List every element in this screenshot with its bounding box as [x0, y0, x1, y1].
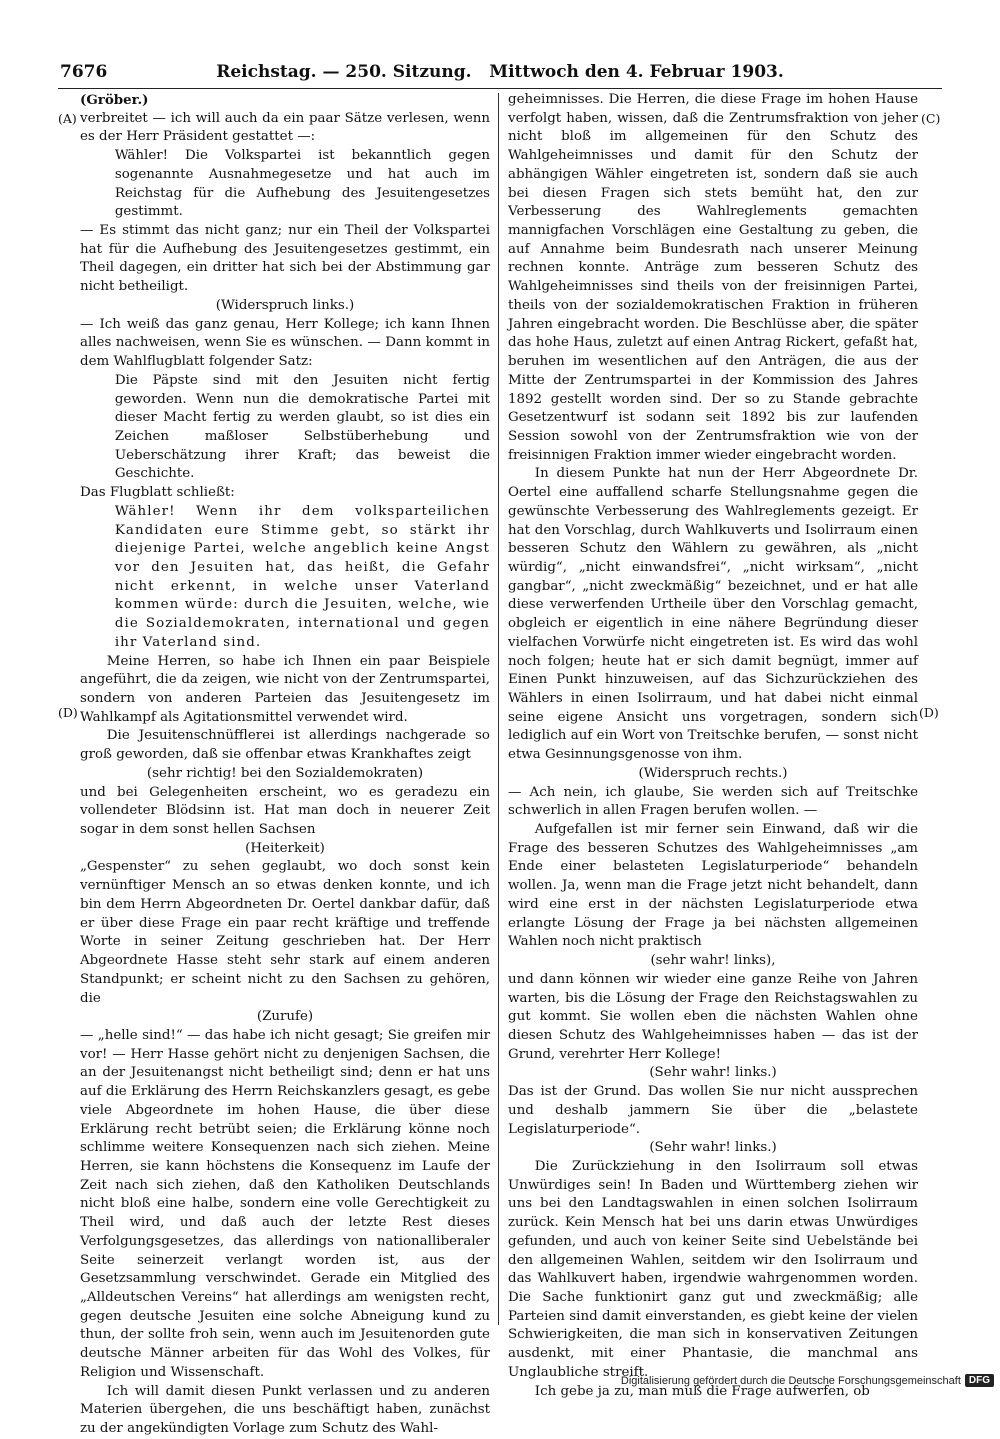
page-number: 7676 [60, 62, 108, 82]
interjection: (Sehr wahr! links.) [649, 1140, 777, 1156]
column-divider [498, 93, 499, 1325]
paragraph: Die Zurückziehung in den Isolirraum soll etwas Unwürdiges sein! In Baden und Württemberg ziehen wir uns bei den Landtagswahlen in einen solchen Isolirraum zurück. Kein Mensch hat bei uns darin etwas Unwürdiges gefunden, und auch von keiner Seite sind Uebelstände bei den allgemeinen Wahlen, seitdem wir den Isolirraum und das Wahlkuvert haben, irgendwie wahrgenommen worden. Die Sache funktionirt ganz gut und zweckmäßig; alle Parteien sind damit einverstanden, es giebt keine der vielen Schwierigkeiten, die man sich in konservativen Zeitungen ausdenkt, mit einer Phantasie, die manchmal ans Unglaubliche streift. [508, 1158, 918, 1380]
paragraph: Ich gebe ja zu, man muß die Frage aufwerfen, ob [534, 1383, 870, 1399]
interjection: (Zurufe) [256, 1009, 314, 1025]
interjection: (Heiterkeit) [245, 840, 325, 856]
quoted-text: Die Päpste sind mit den Jesuiten nicht fertig geworden. Wenn nun die demokratische Partei mit dieser Macht fertig zu werden glaubt, so ist dies ein Zeichen maßloser Selbstüberhebung und Ueberschätzung ihrer Kraft; das beweist die Geschichte. [114, 372, 490, 482]
paragraph: In diesem Punkte hat nun der Herr Abgeordnete Dr. Oertel eine auffallend scharfe Stellungsnahme gegen die gewünschte Verbesserung des Wahlreglements gezeigt. Er hat den Vorschlag, durch Wahlkuverts und Isolirraum einen besseren Schutz den Wählern zu gewähren, als „nicht würdig“, „nicht einwandsfrei“, „nicht wirksam“, „nicht gangbar“, „nicht zweckmäßig“ bezeichnet, und er hat alle diese verwerfenden Urtheile über den Vorschlag gemacht, obgleich er eigentlich in eine nähere Begründung dieser vielfachen Vorwürfe nicht eingetreten ist. Es wird das wohl noch folgen; heute hat er sich damit begnügt, immer auf Einen Punkt hinzuweisen, auf das Sichzurückziehen des Wählers in einen Isolirraum, und hat dabei nicht einmal seine eigene Ansicht uns vorgetragen, sondern sich lediglich auf ein Wort von Treitschke berufen, — sonst nicht etwa Gesinnungsgenosse von ihm. [508, 466, 918, 763]
quoted-text: Wähler! Wenn ihr dem volksparteilichen Kandidaten eure Stimme gebt, so stärkt ihr diejenige Partei, welche angeblich keine Angst vor den Jesuiten hat, das heißt, die Gefahr nicht erkennt, in welche unser Vaterland kommen würde: durch die Jesuiten, welche, wie die Sozialdemokraten, international und gegen ihr Vaterland sind. [114, 503, 490, 650]
interjection: (sehr wahr! links), [650, 953, 776, 969]
paragraph: — Es stimmt das nicht ganz; nur ein Theil der Volkspartei hat für die Aufhebung des Jesuitengesetzes gestimmt, ein Theil dagegen, ein dritter hat sich bei der Abstimmung gar nicht betheiligt. [80, 223, 490, 295]
paragraph: und dann können wir wieder eine ganze Reihe von Jahren warten, bis die Lösung der Frage den Reichstagswahlen zu gut kommt. Sie wollen eben die nächsten Wahlen ohne diesen Schutz des Wahlgeheimnisses haben — das ist der Grund, verehrter Herr Kollege! [508, 971, 918, 1062]
margin-sigle-a: (A) [58, 111, 77, 126]
running-head: Reichstag. — 250. Sitzung. Mittwoch den 4. Februar 1903. [216, 62, 784, 82]
left-column [80, 91, 490, 1439]
quoted-text: Wähler! Die Volkspartei ist bekanntlich gegen sogenannte Ausnahmegesetze und hat auch im Reichstag für die Aufhebung des Jesuitengesetzes gestimmt. [114, 148, 490, 220]
paragraph: Die Jesuitenschnüfflerei ist allerdings nachgerade so groß geworden, daß sie offenbar etwas Krankhaftes zeigt [80, 728, 490, 763]
margin-sigle-d-left: (D) [58, 705, 78, 720]
page-header [60, 62, 940, 86]
paragraph: — Ach nein, ich glaube, Sie werden sich auf Treitschke schwerlich in allen Fragen berufen wollen. — [508, 784, 918, 819]
paragraph: Das Flugblatt schließt: [80, 485, 235, 501]
interjection: (Widerspruch rechts.) [638, 765, 788, 781]
margin-sigle-c: (C) [921, 111, 941, 126]
interjection: (Widerspruch links.) [215, 297, 355, 313]
paragraph: Aufgefallen ist mir ferner sein Einwand, daß wir die Frage des besseren Schutzes des Wahlgeheimnisses „am Ende einer belasteten Legislaturperiode“ behandeln wollen. Ja, wenn man die Frage jetzt nicht behandelt, dann wird eine erst in der nächsten Legislaturperiode etwa erlangte Lösung der Frage ja bei nächsten allgemeinen Wahlen noch nicht praktisch [508, 822, 918, 950]
paragraph: — „helle sind!“ — das habe ich nicht gesagt; Sie greifen mir vor! — Herr Hasse gehört nicht zu denjenigen Sachsen, die an der Jesuitenangst nicht betheiligt sind; denn er hat uns auf die Erklärung des Herrn Reichskanzlers gesagt, es gebe viele Abgeordnete im hohen Hause, die über diese Erklärung recht betrübt seien; die Erklärung könne noch schlimme weitere Konsequenzen nach sich ziehen. Meine Herren, sie kann höchstens die Konsequenz im Laufe der Zeit nach sich ziehen, daß den Katholiken Deutschlands nicht bloß eine halbe, sondern eine volle Gerechtigkeit zu Theil wird, und daß auch der letzte Rest dieses Verfolgungsgesetzes, das allerdings von nationalliberaler Seite seinerzeit verlangt worden ist, aus der Gesetzsammlung verschwindet. Gerade ein Mitglied des „Alldeutschen Vereins“ hat allerdings am wenigsten recht, gegen deutsche Jesuiten eine solche Abneigung kund zu thun, der sollte froh sein, wenn auch im Jesuitenorden gute deutsche Männer arbeiten für das Wohl des Volkes, für Religion und Wissenschaft. [80, 1027, 490, 1380]
interjection: (sehr richtig! bei den Sozialdemokraten) [146, 765, 424, 781]
paragraph: verbreitet — ich will auch da ein paar Sätze verlesen, wenn es der Herr Präsident gestattet —: [80, 110, 490, 145]
paragraph: — Ich weiß das ganz genau, Herr Kollege; ich kann Ihnen alles nachweisen, wenn Sie es wünschen. — Dann kommt in dem Wahlflugblatt folgender Satz: [80, 316, 490, 370]
paragraph: Meine Herren, so habe ich Ihnen ein paar Beispiele angeführt, die da zeigen, wie nicht von der Zentrumspartei, sondern von anderen Parteien das Jesuitengesetz im Wahlkampf als Agitationsmittel verwendet wird. [80, 653, 490, 725]
header-rule [58, 88, 942, 89]
interjection: (Sehr wahr! links.) [649, 1065, 777, 1081]
paragraph: Das ist der Grund. Das wollen Sie nur nicht aussprechen und deshalb jammern Sie über die „belastete Legislaturperiode“. [508, 1084, 918, 1137]
speaker-name: (Gröber.) [80, 92, 149, 108]
paragraph: geheimnisses. Die Herren, die diese Frage im hohen Hause verfolgt haben, wissen, daß die Zentrumsfraktion von jeher nicht bloß im allgemeinen für den Schutz des Wahlgeheimnisses und damit für den Schutz der abhängigen Wähler eingetreten ist, sondern daß sie auch bei diesen Fragen sich stets bemüht hat, den zur Verbesserung des Wahlreglements gemachten mannigfachen Vorschlägen eine Gestaltung zu geben, die auf Annahme beim Bundesrath nach unserer Meinung rechnen konnte. Anträge zum besseren Schutz des Wahlgeheimnisses sind theils von der freisinnigen Partei, theils von der sozialdemokratischen Fraktion in früheren Jahren eingebracht worden. Die Beschlüsse aber, die später das hohe Haus, zuletzt auf einen Antrag Rickert, gefaßt hat, beruhen im wesentlichen auf den Anträgen, die aus der Mitte der Zentrumspartei in der Kommission des Jahres 1892 gestellt worden sind. Der so zu Stande gebrachte Gesetzentwurf ist sodann seit 1892 bis zur laufenden Session sowohl von der Zentrumsfraktion wie von der freisinnigen Fraktion immer wieder eingebracht worden. [508, 92, 918, 463]
paragraph: Ich will damit diesen Punkt verlassen und zu anderen Materien übergehen, die uns beschäftigt haben, zunächst zu der angekündigten Vorlage zum Schutz des Wahl- [80, 1383, 490, 1437]
paragraph: „Gespenster“ zu sehen geglaubt, wo doch sonst kein vernünftiger Mensch an so etwas denken konnte, und ich bin dem Herrn Abgeordneten Dr. Oertel dankbar dafür, daß er über diese Frage ein paar recht kräftige und treffende Worte in seiner Zeitung geschrieben hat. Der Herr Abgeordnete Hasse steht sehr stark auf einem anderen Standpunkt; er scheint nicht zu den Sachsen zu gehören, die [80, 859, 490, 1006]
dfg-logo: DFG [965, 1374, 994, 1387]
margin-sigle-d-right: (D) [919, 705, 939, 720]
footer-text: Digitalisierung gefördert durch die Deutsche Forschungsgemeinschaft [620, 1374, 961, 1387]
digitization-footer [621, 1374, 994, 1387]
right-column [508, 91, 918, 1401]
paragraph: und bei Gelegenheiten erscheint, wo es geradezu ein vollendeter Blödsinn ist. Hat man doch in neuerer Zeit sogar in dem sonst hellen Sachsen [80, 784, 490, 838]
